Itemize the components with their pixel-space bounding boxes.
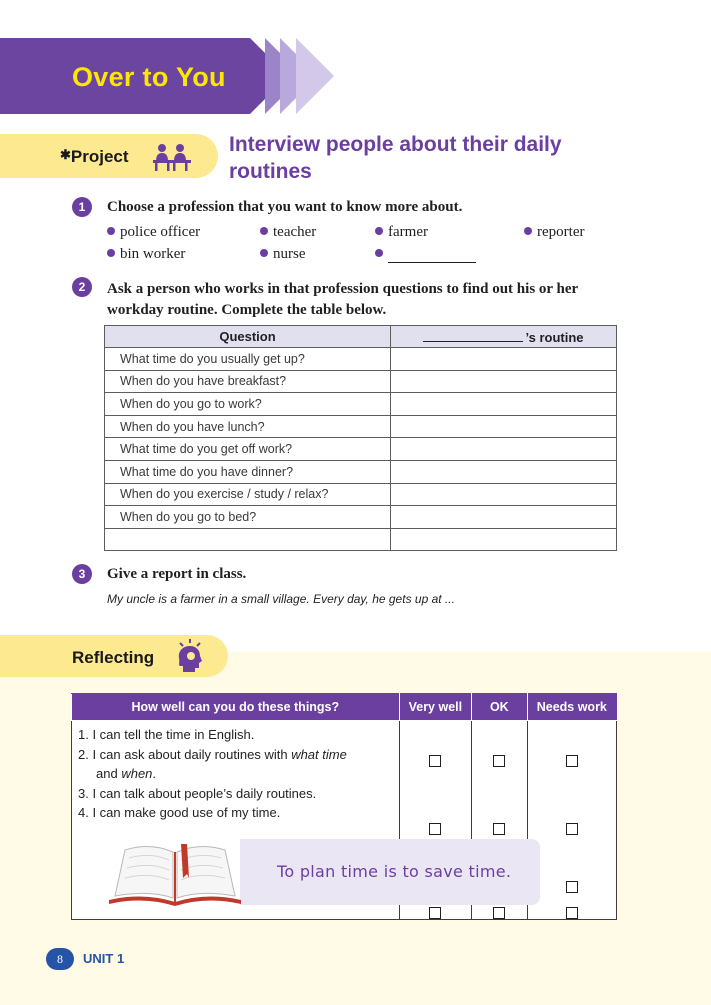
checkbox[interactable] — [566, 881, 578, 893]
statement-item: 4. I can make good use of my time. — [78, 805, 281, 820]
option-item: farmer — [375, 224, 428, 241]
table-row — [105, 370, 617, 393]
question-cell: What time do you have dinner? — [105, 460, 391, 483]
project-label: Project — [70, 147, 129, 166]
answer-cell[interactable] — [391, 483, 617, 506]
table-row — [105, 483, 617, 506]
unit-label: UNIT 1 — [83, 951, 125, 966]
checkbox[interactable] — [429, 755, 441, 767]
checkbox[interactable] — [566, 823, 578, 835]
question-cell: When do you go to bed? — [105, 506, 391, 529]
step-instruction: Ask a person who works in that profession questions to find out his or her workday routine. Complete the table below. — [107, 281, 578, 318]
checkbox[interactable] — [566, 755, 578, 767]
bullet-icon — [375, 227, 383, 235]
bullet-icon — [375, 249, 383, 257]
example-sentence: My uncle is a farmer in a small village. Every day, he gets up at ... — [107, 592, 455, 606]
bullet-icon — [524, 227, 532, 235]
option-item: bin worker — [107, 246, 185, 263]
statement-item: 2. I can ask about daily routines with what time — [78, 746, 347, 762]
option-item: police officer — [107, 224, 200, 241]
answer-cell[interactable] — [391, 370, 617, 393]
step-instruction: Give a report in class. — [107, 566, 247, 582]
table-row — [105, 528, 617, 551]
open-book-icon — [105, 838, 245, 910]
lightbulb-head-icon — [175, 638, 205, 674]
checkbox[interactable] — [429, 907, 441, 919]
project-title: Interview people about their daily routines — [229, 133, 562, 183]
column-header: How well can you do these things? — [72, 694, 400, 721]
banner-chevron-4 — [296, 38, 334, 114]
bullet-icon — [107, 249, 115, 257]
statement-item: 1. I can tell the time in English. — [78, 727, 255, 742]
checkbox[interactable] — [493, 823, 505, 835]
motto-quote: To plan time is to save time. — [277, 862, 512, 881]
bullet-icon — [260, 227, 268, 235]
column-header-question: Question — [105, 326, 391, 348]
table-row — [105, 438, 617, 461]
option-blank[interactable] — [375, 246, 476, 263]
statement-item-continued: and when. — [96, 766, 157, 781]
table-row — [105, 348, 617, 371]
question-cell: What time do you get off work? — [105, 438, 391, 461]
question-cell: When do you go to work? — [105, 393, 391, 416]
page-number: 8 — [46, 948, 74, 970]
bullet-icon — [107, 227, 115, 235]
question-cell: What time do you usually get up? — [105, 348, 391, 371]
step-number: 1 — [72, 197, 92, 217]
option-item: teacher — [260, 224, 316, 241]
routine-table — [104, 325, 617, 551]
answer-cell[interactable] — [391, 506, 617, 529]
step-number: 2 — [72, 277, 92, 297]
answer-cell[interactable] — [391, 528, 617, 551]
checkbox[interactable] — [493, 755, 505, 767]
table-row — [105, 415, 617, 438]
answer-cell[interactable] — [391, 438, 617, 461]
name-blank[interactable] — [423, 329, 523, 342]
answer-cell[interactable] — [391, 415, 617, 438]
checkbox-column — [527, 721, 616, 920]
question-cell: When do you have breakfast? — [105, 370, 391, 393]
question-cell: When do you exercise / study / relax? — [105, 483, 391, 506]
table-row — [105, 460, 617, 483]
bullet-icon — [260, 249, 268, 257]
column-header: Very well — [399, 694, 471, 721]
project-label-wrap — [60, 147, 129, 167]
checkbox[interactable] — [429, 823, 441, 835]
option-item: reporter — [524, 224, 584, 241]
checkbox[interactable] — [493, 907, 505, 919]
reflecting-label: Reflecting — [72, 648, 155, 667]
statement-item: 3. I can talk about people’s daily routines. — [78, 785, 317, 801]
column-header: Needs work — [527, 694, 616, 721]
answer-cell[interactable] — [391, 460, 617, 483]
column-header-routine: ’s routine — [391, 326, 617, 348]
table-row — [105, 393, 617, 416]
question-cell: When do you have lunch? — [105, 415, 391, 438]
checkbox[interactable] — [566, 907, 578, 919]
star-icon: ✱ — [60, 147, 71, 162]
column-header: OK — [472, 694, 528, 721]
page-title: Over to You — [72, 62, 226, 92]
step-number: 3 — [72, 564, 92, 584]
option-item: nurse — [260, 246, 306, 263]
answer-cell[interactable] — [391, 348, 617, 371]
table-row — [105, 506, 617, 529]
step-instruction: Choose a profession that you want to know more about. — [107, 199, 463, 215]
question-cell[interactable] — [105, 528, 391, 551]
people-at-desk-icon — [152, 142, 192, 172]
answer-cell[interactable] — [391, 393, 617, 416]
blank-line[interactable] — [388, 248, 476, 263]
